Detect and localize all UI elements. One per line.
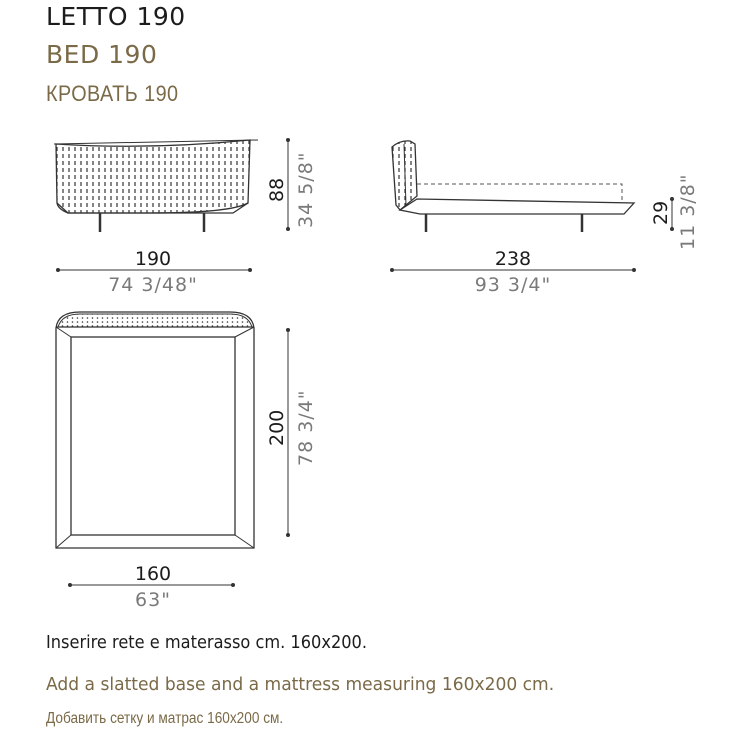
- front-width-cm: 190: [134, 248, 172, 270]
- front-width-dimension: [56, 248, 252, 296]
- front-height-cm: 88: [266, 177, 288, 202]
- top-width-in: 63": [135, 589, 171, 611]
- note-russian: Добавить сетку и матрас 160x200 см.: [46, 710, 284, 727]
- side-height-in: 11 3/8": [677, 173, 699, 250]
- side-length-cm: 238: [494, 248, 532, 270]
- front-view: [54, 140, 258, 232]
- top-width-dimension: [68, 563, 235, 611]
- title-italian: LETTO 190: [46, 2, 186, 31]
- front-width-in: 74 3/48": [108, 274, 198, 296]
- front-height-dimension: [266, 138, 317, 231]
- side-view: [392, 141, 634, 232]
- top-view: [56, 312, 254, 548]
- side-length-dimension: [390, 248, 636, 296]
- side-height-cm: 29: [650, 200, 672, 225]
- top-length-cm: 200: [266, 409, 288, 446]
- top-length-in: 78 3/4": [295, 389, 317, 466]
- side-height-dimension: [650, 173, 699, 250]
- title-russian: КРОВАТЬ 190: [46, 81, 179, 106]
- note-italian: Inserire rete e materasso cm. 160x200.: [46, 632, 368, 653]
- top-width-cm: 160: [134, 563, 172, 585]
- side-length-in: 93 3/4": [474, 274, 552, 296]
- note-english: Add a slatted base and a mattress measuring 160x200 cm.: [46, 674, 555, 695]
- top-length-dimension: [266, 328, 317, 537]
- title-english: BED 190: [46, 40, 158, 69]
- front-height-in: 34 5/8": [295, 151, 317, 228]
